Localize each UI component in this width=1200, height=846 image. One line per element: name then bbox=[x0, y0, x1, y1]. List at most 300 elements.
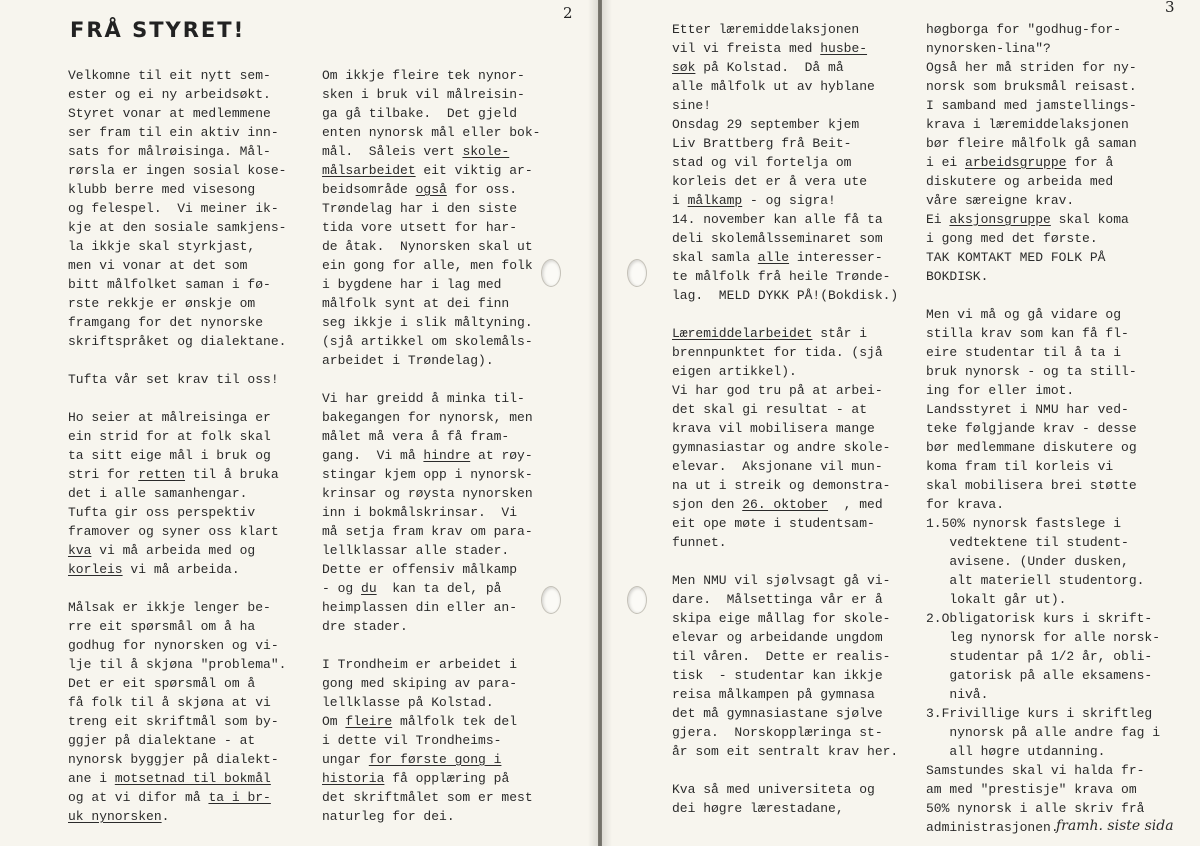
article-heading: FRÅ STYRET! bbox=[70, 18, 246, 42]
text-segment: Liv Brattberg frå Beit- bbox=[672, 136, 852, 151]
text-line bbox=[672, 96, 904, 115]
text-segment: klubb berre med visesong bbox=[68, 182, 256, 197]
text-segment: Vi har greidd å minka til- bbox=[322, 391, 525, 406]
text-line bbox=[322, 123, 552, 142]
text-line bbox=[672, 742, 904, 761]
text-segment: deli skolemålsseminaret som bbox=[672, 231, 883, 246]
text-line bbox=[926, 343, 1166, 362]
text-line bbox=[322, 655, 552, 674]
text-segment: brennpunktet for tida. (sjå bbox=[672, 345, 883, 360]
text-line bbox=[672, 476, 904, 495]
text-segment: tida vore utsett for har- bbox=[322, 220, 518, 235]
text-segment: i dette vil Trondheims- bbox=[322, 733, 502, 748]
text-line bbox=[926, 324, 1166, 343]
text-segment: vil vi freista med bbox=[672, 41, 821, 56]
text-line bbox=[322, 161, 552, 180]
text-segment: det må gymnasiastane sjølve bbox=[672, 706, 883, 721]
text-line bbox=[672, 172, 904, 191]
paragraph-gap bbox=[926, 286, 1166, 305]
text-segment: Styret vonar at medlemmene bbox=[68, 106, 271, 121]
text-segment: bør fleire målfolk gå saman bbox=[926, 136, 1137, 151]
paragraph-gap bbox=[68, 351, 298, 370]
text-segment: lellklasse på Kolstad. bbox=[322, 695, 494, 710]
text-segment: de åtak. Nynorsken skal ut bbox=[322, 239, 533, 254]
text-segment: kje at den sosiale samkjens- bbox=[68, 220, 287, 235]
page-number-left: 2 bbox=[563, 4, 573, 22]
text-segment: at røy- bbox=[470, 448, 533, 463]
text-segment: det i alle samanhengar. bbox=[68, 486, 248, 501]
text-line bbox=[926, 267, 1166, 286]
text-segment: på Kolstad. Då må bbox=[695, 60, 844, 75]
text-segment: høgborga for "godhug-for- bbox=[926, 22, 1122, 37]
text-segment: nynorsk byggjer på dialekt- bbox=[68, 752, 279, 767]
text-segment: i bygdene har i lag med bbox=[322, 277, 502, 292]
text-line bbox=[926, 58, 1166, 77]
paragraph-gap bbox=[68, 579, 298, 598]
text-column-1 bbox=[68, 66, 298, 826]
paragraph-gap bbox=[672, 552, 904, 571]
text-segment: skal koma bbox=[1050, 212, 1129, 227]
text-line bbox=[926, 723, 1166, 742]
text-segment: Også her må striden for ny- bbox=[926, 60, 1137, 75]
text-line bbox=[672, 457, 904, 476]
text-line bbox=[672, 58, 904, 77]
text-segment: Dette er offensiv målkamp bbox=[322, 562, 518, 577]
text-segment: skal samla bbox=[672, 250, 758, 265]
text-segment: enten nynorsk mål eller bok- bbox=[322, 125, 541, 140]
text-segment: TAK KOMTAKT MED FOLK PÅ bbox=[926, 250, 1106, 265]
text-segment: , med bbox=[828, 497, 883, 512]
text-line bbox=[322, 142, 552, 161]
text-line bbox=[926, 609, 1166, 628]
text-line bbox=[322, 769, 552, 788]
text-line bbox=[322, 275, 552, 294]
text-line bbox=[322, 541, 552, 560]
text-segment: alt materiell studentorg. bbox=[926, 573, 1145, 588]
text-line bbox=[926, 153, 1166, 172]
text-segment: få opplæring på bbox=[384, 771, 510, 786]
text-line bbox=[322, 427, 552, 446]
text-line bbox=[322, 294, 552, 313]
text-segment: Men vi må og gå vidare og bbox=[926, 307, 1122, 322]
text-segment: Onsdag 29 september kjem bbox=[672, 117, 860, 132]
text-segment: - og sigra! bbox=[742, 193, 836, 208]
text-line bbox=[672, 533, 904, 552]
text-segment: rste rekkje er ønskje om bbox=[68, 296, 256, 311]
text-line bbox=[926, 799, 1166, 818]
text-line bbox=[322, 389, 552, 408]
text-line bbox=[68, 674, 298, 693]
text-line bbox=[68, 769, 298, 788]
text-segment: til å bruka bbox=[185, 467, 279, 482]
text-segment: Etter læremiddelaksjonen bbox=[672, 22, 860, 37]
text-line bbox=[926, 514, 1166, 533]
text-segment: 3.Frivillige kurs i skriftleg bbox=[926, 706, 1153, 721]
text-line bbox=[672, 609, 904, 628]
text-segment: i gong med det første. bbox=[926, 231, 1098, 246]
text-segment: I Trondheim er arbeidet i bbox=[322, 657, 518, 672]
punch-hole bbox=[627, 586, 647, 614]
text-line bbox=[68, 446, 298, 465]
text-line bbox=[926, 590, 1166, 609]
text-line bbox=[672, 495, 904, 514]
text-line bbox=[926, 685, 1166, 704]
text-segment: studentar på 1/2 år, obli- bbox=[926, 649, 1153, 664]
text-segment: nivå. bbox=[926, 687, 989, 702]
text-line bbox=[926, 248, 1166, 267]
text-line bbox=[322, 180, 552, 199]
text-segment: gang. Vi må bbox=[322, 448, 424, 463]
text-segment: Velkomne til eit nytt sem- bbox=[68, 68, 271, 83]
text-line bbox=[68, 218, 298, 237]
handwritten-continuation-note: framh. siste sida bbox=[1056, 818, 1174, 834]
text-segment: rre eit spørsmål om å ha bbox=[68, 619, 256, 634]
text-segment: Landsstyret i NMU har ved- bbox=[926, 402, 1129, 417]
text-line bbox=[68, 332, 298, 351]
text-segment: interesser- bbox=[789, 250, 883, 265]
text-segment: tisk - studentar kan ikkje bbox=[672, 668, 883, 683]
paragraph-gap bbox=[322, 636, 552, 655]
text-segment: teke følgjande krav - desse bbox=[926, 421, 1137, 436]
text-segment: Trøndelag har i den siste bbox=[322, 201, 518, 216]
text-segment: framgang for det nynorske bbox=[68, 315, 264, 330]
text-line bbox=[322, 256, 552, 275]
paragraph-gap bbox=[68, 389, 298, 408]
text-segment: lag. MELD DYKK PÅ!(Bokdisk.) bbox=[672, 288, 899, 303]
text-segment: Målsak er ikkje lenger be- bbox=[68, 600, 271, 615]
text-line bbox=[68, 161, 298, 180]
text-line bbox=[68, 427, 298, 446]
text-line bbox=[672, 647, 904, 666]
page-number-right: 3 bbox=[1165, 0, 1175, 16]
text-segment: sats for målrøisinga. Mål- bbox=[68, 144, 271, 159]
text-line bbox=[672, 381, 904, 400]
text-segment: beidsområde bbox=[322, 182, 416, 197]
text-segment: for krava. bbox=[926, 497, 1005, 512]
text-segment: - og bbox=[322, 581, 362, 596]
text-line bbox=[672, 400, 904, 419]
text-line bbox=[322, 66, 552, 85]
text-segment: elevar. Aksjonane vil mun- bbox=[672, 459, 883, 474]
text-line bbox=[68, 484, 298, 503]
text-line bbox=[672, 704, 904, 723]
text-segment: bitt målfolket saman i fø- bbox=[68, 277, 271, 292]
text-line bbox=[68, 237, 298, 256]
text-line bbox=[672, 210, 904, 229]
text-segment: eit viktig ar- bbox=[415, 163, 533, 178]
underlined-text: målsarbeidet bbox=[322, 163, 416, 178]
text-line bbox=[926, 647, 1166, 666]
text-segment: te målfolk frå heile Trønde- bbox=[672, 269, 891, 284]
text-segment: eire studentar til å ta i bbox=[926, 345, 1122, 360]
text-segment: reisa målkampen på gymnasa bbox=[672, 687, 875, 702]
underlined-text: søk bbox=[672, 60, 696, 75]
text-segment: og felespel. Vi meiner ik- bbox=[68, 201, 279, 216]
text-line bbox=[322, 199, 552, 218]
text-line bbox=[68, 598, 298, 617]
paragraph-gap bbox=[672, 761, 904, 780]
underlined-text: kva bbox=[68, 543, 92, 558]
text-line bbox=[68, 275, 298, 294]
underlined-text: alle bbox=[757, 250, 790, 265]
text-segment: bakegangen for nynorsk, men bbox=[322, 410, 533, 425]
text-line bbox=[322, 104, 552, 123]
text-line bbox=[322, 560, 552, 579]
text-segment: funnet. bbox=[672, 535, 727, 550]
punch-hole bbox=[627, 259, 647, 287]
text-segment: krava vil mobilisera mange bbox=[672, 421, 875, 436]
text-segment: men vi vonar at det som bbox=[68, 258, 248, 273]
text-line bbox=[68, 750, 298, 769]
text-segment: ing for eller imot. bbox=[926, 383, 1075, 398]
text-segment: heimplassen din eller an- bbox=[322, 600, 518, 615]
underlined-text: korleis bbox=[68, 562, 123, 577]
text-segment: diskutere og arbeida med bbox=[926, 174, 1114, 189]
text-segment: gjera. Norskopplæringa st- bbox=[672, 725, 883, 740]
text-line bbox=[926, 77, 1166, 96]
text-segment: 1.50% nynorsk fastslege i bbox=[926, 516, 1122, 531]
text-segment: ane i bbox=[68, 771, 115, 786]
text-line bbox=[926, 571, 1166, 590]
text-segment: gatorisk på alle eksamens- bbox=[926, 668, 1153, 683]
text-line bbox=[68, 712, 298, 731]
text-segment: leg nynorsk for alle norsk- bbox=[926, 630, 1161, 645]
text-line bbox=[322, 579, 552, 598]
text-segment: år som eit sentralt krav her. bbox=[672, 744, 899, 759]
text-line bbox=[926, 115, 1166, 134]
underlined-text: uk nynorsken bbox=[68, 809, 162, 824]
text-line bbox=[68, 294, 298, 313]
text-line bbox=[68, 807, 298, 826]
text-line bbox=[322, 788, 552, 807]
underlined-text: historia bbox=[322, 771, 385, 786]
text-segment: BOKDISK. bbox=[926, 269, 989, 284]
text-segment: nynorsken-lina"? bbox=[926, 41, 1051, 56]
punch-hole bbox=[541, 586, 561, 614]
text-segment: lokalt går ut). bbox=[926, 592, 1067, 607]
text-segment: seg ikkje i slik måltyning. bbox=[322, 315, 533, 330]
underlined-text: også bbox=[415, 182, 447, 197]
text-line bbox=[68, 655, 298, 674]
text-segment: na ut i streik og demonstra- bbox=[672, 478, 891, 493]
text-line bbox=[68, 503, 298, 522]
text-segment: sjon den bbox=[672, 497, 743, 512]
text-segment: bør medlemmane diskutere og bbox=[926, 440, 1137, 455]
text-line bbox=[672, 20, 904, 39]
text-line bbox=[322, 598, 552, 617]
text-line bbox=[68, 731, 298, 750]
text-line bbox=[68, 560, 298, 579]
text-segment: det skriftmålet som er mest bbox=[322, 790, 533, 805]
text-segment: dre stader. bbox=[322, 619, 408, 634]
text-line bbox=[322, 693, 552, 712]
text-segment: ga gå tilbake. Det gjeld bbox=[322, 106, 518, 121]
text-line bbox=[926, 381, 1166, 400]
text-line bbox=[672, 628, 904, 647]
text-segment: i ei bbox=[926, 155, 966, 170]
text-line bbox=[672, 39, 904, 58]
text-line bbox=[672, 229, 904, 248]
text-line bbox=[68, 522, 298, 541]
text-segment: og at vi difor må bbox=[68, 790, 209, 805]
text-line bbox=[672, 438, 904, 457]
text-segment: ester og ei ny arbeidsøkt. bbox=[68, 87, 271, 102]
text-segment: ein strid for at folk skal bbox=[68, 429, 271, 444]
text-segment: Ei bbox=[926, 212, 950, 227]
text-segment: framover og syner oss klart bbox=[68, 524, 279, 539]
text-line bbox=[926, 229, 1166, 248]
text-line bbox=[68, 199, 298, 218]
text-segment: 2.Obligatorisk kurs i skrift- bbox=[926, 611, 1153, 626]
text-segment: . bbox=[161, 809, 170, 824]
text-line bbox=[926, 134, 1166, 153]
text-segment: skal mobilisera brei støtte bbox=[926, 478, 1137, 493]
text-line bbox=[926, 400, 1166, 419]
underlined-text: Læremiddelarbeidet bbox=[672, 326, 813, 341]
underlined-text: fleire bbox=[345, 714, 393, 729]
text-segment: stad og vil fortelja om bbox=[672, 155, 852, 170]
text-segment: må setja fram krav om para- bbox=[322, 524, 533, 539]
text-segment: Ho seier at målreisinga er bbox=[68, 410, 271, 425]
punch-hole bbox=[541, 259, 561, 287]
text-line bbox=[672, 723, 904, 742]
text-segment: godhug for nynorsken og vi- bbox=[68, 638, 279, 653]
text-line bbox=[926, 476, 1166, 495]
text-line bbox=[926, 533, 1166, 552]
text-line bbox=[926, 742, 1166, 761]
underlined-text: skole- bbox=[462, 144, 510, 159]
text-line bbox=[926, 210, 1166, 229]
text-segment: eigen artikkel). bbox=[672, 364, 797, 379]
text-segment: kan ta del, på bbox=[376, 581, 502, 596]
text-line bbox=[926, 438, 1166, 457]
text-segment: Tufta gir oss perspektiv bbox=[68, 505, 256, 520]
text-line bbox=[68, 123, 298, 142]
text-segment: stingar kjem opp i nynorsk- bbox=[322, 467, 533, 482]
text-line bbox=[672, 362, 904, 381]
text-segment: treng eit skriftmål som by- bbox=[68, 714, 279, 729]
text-line bbox=[68, 256, 298, 275]
text-segment: administrasjonen. bbox=[926, 820, 1059, 835]
text-line bbox=[68, 104, 298, 123]
text-segment: Men NMU vil sjølvsagt gå vi- bbox=[672, 573, 891, 588]
text-line bbox=[322, 484, 552, 503]
paragraph-gap bbox=[322, 370, 552, 389]
text-line bbox=[672, 799, 904, 818]
text-segment: norsk som bruksmål reisast. bbox=[926, 79, 1137, 94]
text-line bbox=[926, 666, 1166, 685]
text-segment: stri for bbox=[68, 467, 139, 482]
text-segment: ser fram til ein aktiv inn- bbox=[68, 125, 279, 140]
text-line bbox=[672, 666, 904, 685]
text-segment: det skal gi resultat - at bbox=[672, 402, 868, 417]
text-line bbox=[322, 446, 552, 465]
text-line bbox=[672, 248, 904, 267]
underlined-text: for første gong i bbox=[368, 752, 502, 767]
text-segment: stilla krav som kan få fl- bbox=[926, 326, 1129, 341]
text-line bbox=[68, 370, 298, 389]
text-segment: I samband med jamstellings- bbox=[926, 98, 1137, 113]
text-line bbox=[322, 237, 552, 256]
text-line bbox=[672, 134, 904, 153]
text-segment: lje til å skjøna "problema". bbox=[68, 657, 287, 672]
text-column-4 bbox=[926, 20, 1166, 837]
text-line bbox=[672, 153, 904, 172]
text-segment: står i bbox=[812, 326, 868, 341]
underlined-text: husbe- bbox=[820, 41, 868, 56]
text-line bbox=[926, 172, 1166, 191]
text-segment: gymnasiastar og andre skole- bbox=[672, 440, 891, 455]
text-line bbox=[672, 286, 904, 305]
text-line bbox=[68, 541, 298, 560]
text-segment: få folk til å skjøna at vi bbox=[68, 695, 271, 710]
text-line bbox=[322, 522, 552, 541]
text-line bbox=[322, 313, 552, 332]
text-segment: ta sitt eige mål i bruk og bbox=[68, 448, 271, 463]
text-line bbox=[322, 807, 552, 826]
underlined-text: målkamp bbox=[687, 193, 743, 208]
text-line bbox=[672, 324, 904, 343]
text-line bbox=[926, 495, 1166, 514]
text-line bbox=[68, 85, 298, 104]
text-line bbox=[926, 191, 1166, 210]
text-line bbox=[68, 788, 298, 807]
text-line bbox=[672, 343, 904, 362]
text-segment: koma fram til korleis vi bbox=[926, 459, 1114, 474]
text-line bbox=[68, 465, 298, 484]
text-line bbox=[672, 77, 904, 96]
text-segment: til våren. Dette er realis- bbox=[672, 649, 891, 664]
text-segment: skipa eige mållag for skole- bbox=[672, 611, 891, 626]
text-segment: korleis det er å vera ute bbox=[672, 174, 868, 189]
text-segment: arbeidet i Trøndelag). bbox=[322, 353, 494, 368]
text-segment: ggjer på dialektane - at bbox=[68, 733, 256, 748]
text-segment: all høgre utdanning. bbox=[926, 744, 1106, 759]
text-segment: rørsla er ingen sosial kose- bbox=[68, 163, 287, 178]
text-segment: i bbox=[672, 193, 688, 208]
text-segment: Kva så med universiteta og bbox=[672, 782, 875, 797]
paragraph-gap bbox=[672, 305, 904, 324]
text-line bbox=[322, 503, 552, 522]
text-line bbox=[68, 636, 298, 655]
text-line bbox=[672, 514, 904, 533]
text-segment: inn i bokmålskrinsar. Vi bbox=[322, 505, 518, 520]
text-segment: elevar og arbeidande ungdom bbox=[672, 630, 883, 645]
text-line bbox=[322, 218, 552, 237]
underlined-text: ta i br- bbox=[208, 790, 271, 805]
text-line bbox=[672, 590, 904, 609]
text-line bbox=[322, 712, 552, 731]
text-segment: dare. Målsettinga vår er å bbox=[672, 592, 883, 607]
text-line bbox=[926, 305, 1166, 324]
text-segment: sine! bbox=[672, 98, 712, 113]
text-line bbox=[926, 780, 1166, 799]
text-segment: la ikkje skal styrkjast, bbox=[68, 239, 256, 254]
text-segment: Vi har god tru på at arbei- bbox=[672, 383, 883, 398]
text-line bbox=[926, 628, 1166, 647]
text-segment: målet må vera å få fram- bbox=[322, 429, 510, 444]
text-line bbox=[322, 332, 552, 351]
text-line bbox=[926, 552, 1166, 571]
text-line bbox=[68, 66, 298, 85]
text-line bbox=[926, 96, 1166, 115]
text-column-2 bbox=[322, 66, 552, 826]
text-line bbox=[672, 267, 904, 286]
text-segment: målfolk synt at dei finn bbox=[322, 296, 510, 311]
text-line bbox=[926, 457, 1166, 476]
text-segment: 50% nynorsk i alle skriv frå bbox=[926, 801, 1145, 816]
text-line bbox=[926, 419, 1166, 438]
